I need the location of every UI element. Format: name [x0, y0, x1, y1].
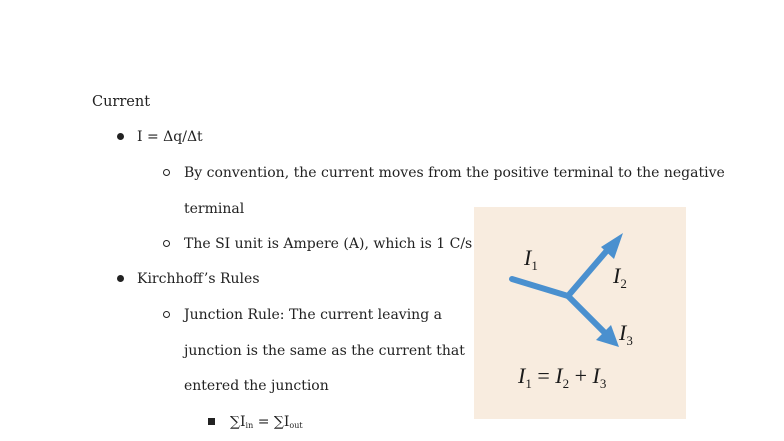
bullet-dot [117, 133, 124, 140]
equals-sign: = [253, 414, 274, 430]
junction-rule-line3: entered the junction [184, 378, 329, 394]
sigma-symbol: ∑ [273, 414, 284, 430]
bullet-dot [117, 275, 124, 282]
label-i2: $I_2$ [613, 263, 627, 291]
kirchhoff-title: Kirchhoff’s Rules [137, 271, 260, 287]
current-formula: I = Δq/Δt [137, 129, 203, 145]
subscript-out: out [289, 421, 303, 430]
outgoing-i2-line [568, 247, 610, 296]
label-i3: $I_3$ [619, 320, 633, 348]
label-i1: $I_1$ [524, 245, 538, 273]
si-unit-text: The SI unit is Ampere (A), which is 1 C/s [184, 236, 473, 252]
bullet-ring [163, 311, 170, 318]
bullet-square [208, 418, 215, 425]
convention-text-line1: By convention, the current moves from the positive terminal to the negative [184, 165, 725, 181]
sigma-symbol: ∑ [230, 414, 240, 430]
current-symbol: I [240, 414, 246, 430]
junction-rule-line2: junction is the same as the current that [184, 343, 465, 359]
junction-diagram [474, 207, 686, 419]
outgoing-i3-line [568, 296, 607, 335]
subscript-in: in [245, 421, 254, 430]
convention-text-line2: terminal [184, 201, 245, 217]
incoming-current-line [512, 279, 568, 296]
sum-formula [230, 413, 303, 433]
junction-rule-line1: Junction Rule: The current leaving a [184, 307, 442, 323]
bullet-ring [163, 240, 170, 247]
junction-equation: $I_1 = I_2 + I_3$ [518, 363, 607, 391]
current-symbol: I [283, 414, 290, 430]
bullet-ring [163, 169, 170, 176]
page-heading: Current [92, 94, 151, 110]
